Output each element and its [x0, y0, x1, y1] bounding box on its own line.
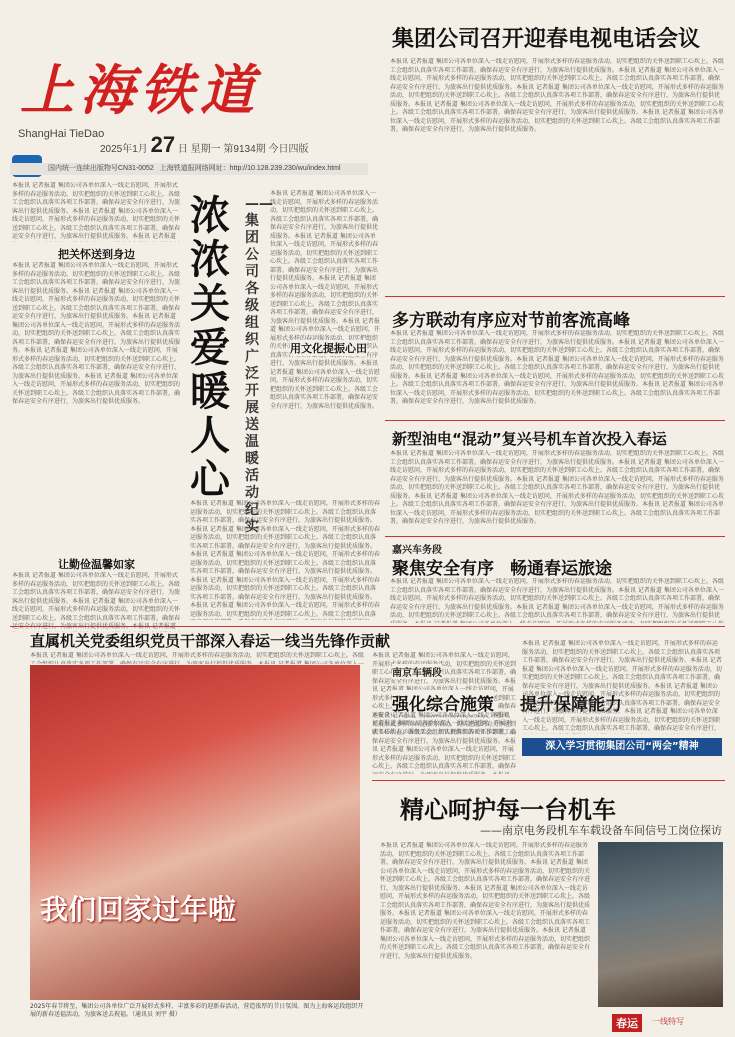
top-story-body	[390, 58, 725, 290]
day-number: 27	[150, 132, 176, 157]
divider	[385, 296, 725, 297]
left-body-1	[12, 262, 180, 552]
day-suffix: 日 星期一	[177, 144, 221, 155]
bottom-body	[380, 842, 592, 1027]
chunyun-tag: 一线特写	[652, 1017, 684, 1026]
bottom-subhead: ——南京电务段机车车载设备车间信号工岗位探访	[480, 824, 722, 837]
section-heading: 让勤俭温馨如家	[58, 558, 135, 571]
story-headline: 多方联动有序应对节前客流高峰	[392, 311, 630, 331]
story-body	[30, 652, 365, 664]
section-heading: 把关怀送到身边	[58, 248, 135, 261]
left-body-2	[12, 572, 180, 632]
date-line	[100, 132, 308, 158]
issue-number: 第9134期 今日四版	[223, 144, 309, 155]
dept-label: 嘉兴车务段	[392, 545, 442, 556]
left-intro-body	[12, 182, 180, 242]
publication-info-bar	[10, 163, 368, 175]
divider	[385, 420, 725, 421]
year-month: 2025年1月	[100, 144, 148, 155]
website[interactable]: 上海铁道报网络网址：http://10.128.239.230/wu/index.html	[159, 165, 341, 172]
story-body	[522, 640, 722, 734]
chunyun-badge: 春运	[612, 1014, 642, 1032]
story-body	[372, 712, 517, 774]
story-headline: 新型油电“混动”复兴号机车首次投入春运	[392, 430, 667, 448]
section-heading: 用文化提振心田	[290, 342, 367, 355]
feature-headline: 浓浓关爱暖人心	[190, 193, 230, 503]
story-headline: 聚焦安全有序	[392, 559, 494, 579]
news-photo	[30, 665, 360, 1000]
newspaper-logo: 上海铁道	[20, 58, 260, 122]
bottom-headline: 精心呵护每一台机车	[400, 796, 616, 824]
feature-subhead: ——集团公司各级组织广泛开展送温暖活动纪实	[245, 196, 273, 535]
photo-caption: 2025年春节将至，集团公司各单位广泛开展形式多样、丰富多彩的迎新春活动，营造浓厚的节日氛围。图为上海客运段组织开展的新春送福活动，为旅客送去祝福。（通讯员 刘宇 摄）	[30, 1003, 364, 1018]
story-headline: 畅通春运旅途	[510, 559, 612, 579]
story-headline: 强化综合施策	[392, 690, 494, 715]
top-headline: 集团公司召开迎春电视电话会议	[392, 27, 701, 52]
locomotive-photo	[598, 842, 723, 1007]
divider	[372, 780, 725, 781]
dept-label: 南京车辆段	[392, 664, 442, 679]
story-headline: 提升保障能力	[520, 695, 622, 715]
story-body	[390, 330, 725, 414]
policy-banner: 深入学习贯彻集团公司“两会”精神	[522, 738, 722, 756]
divider	[10, 626, 725, 627]
cn-number: 国内统一连续出版物号CN31-0052	[48, 165, 154, 172]
story-body	[390, 450, 725, 532]
story-headline: 直属机关党委组织党员干部深入春运一线当先锋作贡献	[30, 632, 391, 650]
logo-pinyin: ShangHai TieDao	[18, 128, 105, 140]
story-body	[390, 578, 725, 623]
divider	[385, 536, 725, 537]
photo-banner-text: 我们回家过年啦	[40, 893, 237, 926]
feature-body-2	[190, 500, 380, 620]
